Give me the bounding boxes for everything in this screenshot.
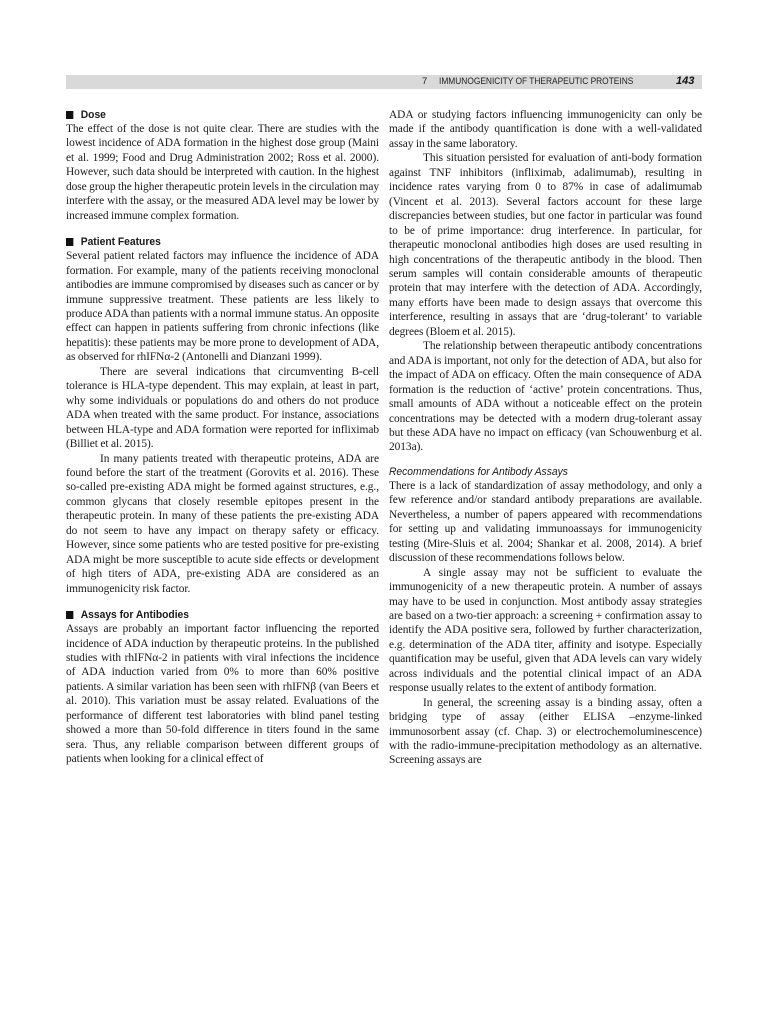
paragraph: This situation persisted for evaluation of anti-body formation against TNF inhibitors (infliximab, adalimumab), resulting in incidence rates varying from 0 to 87% in case of adalimumab (Vincent et al. 2013). Several factors account for these large discrepancies between studies, but one factor in particular was found to be of prime importance: drug interference. In particular, for therapeutic monoclonal antibodies high doses are used resulting in high concentrations of the therapeutic antibody in the blood. Then serum samples will contain considerable amounts of therapeutic protein that may interfere with the detection of ADA. Accordingly, many efforts have been made to design assays that overcome this interference, resulting in assays that are ‘drug-tolerant’ to variable degrees (Bloem et al. 2015). [389, 152, 702, 338]
page-number: 143 [676, 75, 695, 87]
paragraph: Assays are probably an important factor influencing the reported incidence of ADA induction by therapeutic proteins. In the published studies with rhIFNα-2 in patients with viral infections the incidence of ADA induction varied from 0% to more than 60% positive patients. A similar variation has been seen with rhIFNβ (van Beers et al. 2010). This variation must be assay related. Evaluations of the performance of different test laboratories with blind panel testing showed a more than 50-fold difference in titers found in the same sera. Thus, any reliable comparison between different groups of patients when looking for a clinical effect of [66, 623, 379, 766]
paragraph: In many patients treated with therapeutic proteins, ADA are found before the start of the treatment (Gorovits et al. 2016). These so-called pre-existing ADA might be formed against structures, e.g., common glycans that closely resemble epitopes present in the therapeutic protein. In many of these patients the pre-existing ADA do not seem to have any impact on therapy safety or efficacy. However, since some patients who are tested positive for pre-existing ADA might be more susceptible to acute side effects or development of high titers of ADA, pre-existing ADA are considered as an immunogenicity risk factor. [66, 452, 379, 595]
chapter-number: 7 [422, 76, 428, 87]
subsection-heading-recommendations: Recommendations for Antibody Assays [389, 465, 568, 478]
bullet-square-icon [66, 611, 73, 619]
paragraph: In general, the screening assay is a binding assay, often a bridging type of assay (either ELISA –enzyme-linked immunosorbent assay (cf. Chap. 3) or electrochemoluminescence) with the radio-immune-precipitation methodology as an alternative. Screening assays are [389, 696, 702, 767]
section-heading-dose: Dose [66, 108, 354, 122]
bullet-square-icon [66, 238, 73, 246]
paragraph: There are several indications that circumventing B-cell tolerance is HLA-type dependent. This may explain, at least in part, why some individuals or populations do and others do not produce ADA when treated with the same product. For instance, associations between HLA-type and ADA formation were reported for infliximab (Billiet et al. 2015). [66, 365, 379, 451]
paragraph: There is a lack of standardization of assay methodology, and only a few reference and/or standard antibody preparations are available. Nevertheless, a number of papers appeared with recommendations for setting up and validating immunoassays for immunogenicity testing (Mire-Sluis et al. 2004; Shankar et al. 2008, 2014). A brief discussion of these recommendations follows below. [389, 479, 702, 565]
paragraph: The effect of the dose is not quite clear. There are studies with the lowest incidence of ADA formation in the highest dose group (Maini et al. 1999; Food and Drug Administration 2002; Ross et al. 2000). However, such data should be interpreted with caution. In the highest dose group the higher therapeutic protein levels in the circulation may interfere with the assay, or the measured ADA level may be lower by increased immune complex formation. [66, 123, 379, 222]
section-heading-assays: Assays for Antibodies [66, 608, 354, 622]
left-column [66, 108, 379, 767]
paragraph: ADA or studying factors influencing immunogenicity can only be made if the antibody quantification is done with a well-validated assay in the same laboratory. [389, 109, 702, 150]
section-heading-patient-features: Patient Features [66, 235, 354, 249]
right-column [389, 108, 702, 768]
bullet-square-icon [66, 111, 73, 119]
paragraph: Several patient related factors may influence the incidence of ADA formation. For example, many of the patients receiving monoclonal antibodies are immune compromised by diseases such as cancer or by immune suppressive treatment. These patients are less likely to produce ADA than patients with a normal immune status. An opposite effect can happen in patients suffering from chronic infections (like hepatitis): these patients may be more prone to development of ADA, as observed for rhIFNα-2 (Antonelli and Dianzani 1999). [66, 250, 379, 364]
paragraph: The relationship between therapeutic antibody concentrations and ADA is important, not only for the detection of ADA, but also for the impact of ADA on efficacy. Often the main consequence of ADA formation is the reduction of ‘active’ protein concentrations. Thus, small amounts of ADA without a noticeable effect on the protein concentrations may be detected with a modern drug-tolerant assay but these ADA have no impact on efficacy (van Schouwenburg et al. 2013a). [389, 340, 702, 454]
running-header-title: IMMUNOGENICITY OF THERAPEUTIC PROTEINS [439, 76, 634, 87]
paragraph: A single assay may not be sufficient to evaluate the immunogenicity of a new therapeutic protein. A number of assays may have to be used in conjunction. Most antibody assay strategies are based on a two-tier approach: a screening + confirmation assay to identify the ADA positive sera, followed by further characterization, e.g. determination of the ADA titer, affinity and isotype. Especially quantification may be useful, given that ADA levels can vary widely across individuals and the potential clinical impact of an ADA response usually relates to the extent of antibody formation. [389, 566, 702, 695]
